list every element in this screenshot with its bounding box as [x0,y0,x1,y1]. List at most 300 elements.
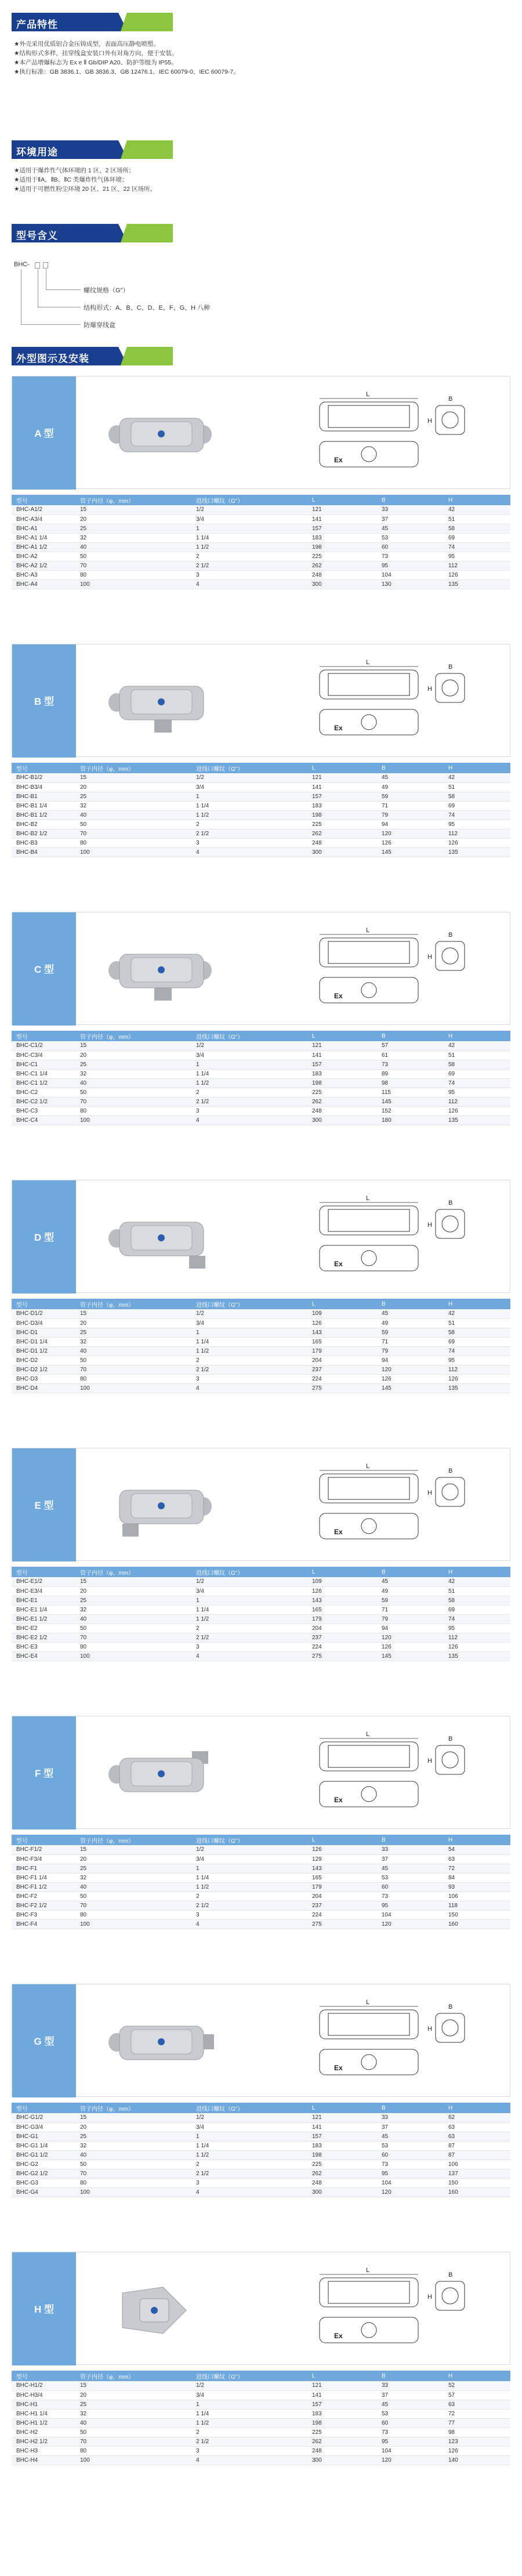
table-row [12,515,510,524]
table-cell: 15 [75,773,191,782]
table-cell: BHC-G1 1/4 [12,2141,75,2150]
table-cell: BHC-D4 [12,1383,75,1393]
table-cell: 45 [377,2132,444,2141]
table-cell: 25 [75,1596,191,1605]
table-header-cell: L [307,1567,377,1577]
table-cell: BHC-D2 1/2 [12,1365,75,1374]
table-cell: 95 [377,2169,444,2178]
table-cell: 198 [307,542,377,552]
table-cell: 95 [377,2437,444,2446]
table-row [12,1910,510,1919]
table-cell: 63 [444,2400,510,2409]
table-row [12,1642,510,1651]
table-cell: 59 [377,792,444,801]
table-row [12,1106,510,1115]
table-cell: 1 1/2 [191,1614,307,1624]
table-row [12,2418,510,2428]
type-label: E 型 [34,1500,54,1511]
table-cell: BHC-C1/2 [12,1041,75,1050]
table-header-cell: 型号 [12,495,75,505]
table-cell: 40 [75,1346,191,1356]
dimension-b-label: B [448,2271,453,2278]
table-cell: 204 [307,1356,377,1365]
table-cell: 42 [444,1041,510,1050]
table-cell: 300 [307,1115,377,1125]
product-pane [12,1716,510,1829]
table-header-cell: B [377,763,444,773]
table-cell: BHC-C4 [12,1115,75,1125]
table-cell: 73 [377,1060,444,1069]
table-cell: 58 [444,792,510,801]
table-cell: 104 [377,2178,444,2187]
table-cell: 98 [444,2428,510,2437]
table-cell: 126 [444,838,510,847]
table-cell: 60 [377,2418,444,2428]
table-cell: 1 1/2 [191,1078,307,1088]
section-header-usage [12,140,174,159]
table-cell: 224 [307,1374,377,1383]
table-cell: BHC-G2 [12,2160,75,2169]
dimension-h-label: H [427,2026,432,2032]
table-cell: 79 [377,1614,444,1624]
table-cell: 53 [377,2141,444,2150]
table-row [12,2178,510,2187]
table-cell: 25 [75,2132,191,2141]
table-cell: BHC-D1 1/2 [12,1346,75,1356]
table-cell: 1 [191,2132,307,2141]
type-side-panel [12,376,76,490]
ex-mark-label: Ex [334,724,343,732]
table-cell: 1 [191,792,307,801]
table-row [12,542,510,552]
table-cell: 275 [307,1651,377,1661]
type-label: A 型 [34,428,54,439]
dimension-b-label: B [448,932,453,939]
table-cell: 33 [377,2381,444,2390]
table-cell: 72 [444,2409,510,2418]
table-header-cell: H [444,495,510,505]
product-pane [12,644,510,757]
product-pane [12,1180,510,1293]
table-cell: 225 [307,2160,377,2169]
table-cell: BHC-B4 [12,847,75,857]
table-cell: 300 [307,579,377,589]
table-cell: BHC-C2 [12,1088,75,1097]
section-header-features [12,13,174,31]
dimension-l-label: L [366,2267,370,2274]
table-cell: 100 [75,2187,191,2197]
table-cell: BHC-B1 1/4 [12,801,75,810]
table-row [12,2428,510,2437]
table-row [12,847,510,857]
dimension-h-label: H [427,1490,432,1497]
table-cell: 150 [444,1910,510,1919]
table-row [12,2169,510,2178]
table-cell: 120 [377,1365,444,1374]
dimension-h-label: H [427,1758,432,1765]
table-cell: 63 [444,2132,510,2141]
table-cell: 25 [75,1864,191,1873]
table-row [12,2132,510,2141]
table-cell: 37 [377,2390,444,2400]
table-row [12,1060,510,1069]
ex-mark-label: Ex [334,1528,343,1536]
table-cell: 225 [307,552,377,561]
table-header-cell: 管子内径（φ，mm） [75,1835,191,1845]
table-cell: 1 [191,1060,307,1069]
table-cell: 1 1/2 [191,2418,307,2428]
table-cell: 80 [75,1106,191,1115]
table-cell: 69 [444,533,510,542]
table-cell: 2 [191,1624,307,1633]
table-cell: 80 [75,570,191,579]
table-cell: 95 [444,820,510,829]
table-row [12,1088,510,1097]
table-cell: 20 [75,2122,191,2132]
table-cell: 58 [444,1060,510,1069]
table-cell: 2 [191,552,307,561]
table-cell: 51 [444,515,510,524]
table-cell: 1/2 [191,773,307,782]
table-cell: BHC-B2 [12,820,75,829]
ex-mark-label: Ex [334,1796,343,1804]
table-cell: 2 1/2 [191,1097,307,1106]
table-cell: 126 [444,1106,510,1115]
table-cell: 32 [75,1337,191,1346]
ex-mark-label: Ex [334,1260,343,1268]
table-header-cell: B [377,2103,444,2113]
table-cell: BHC-H3/4 [12,2390,75,2400]
product-photo [99,1466,221,1541]
table-cell: 112 [444,1365,510,1374]
dimension-l-label: L [366,1731,370,1738]
table-cell: BHC-D1 1/4 [12,1337,75,1346]
table-cell: 141 [307,2390,377,2400]
table-header-row [12,1835,510,1845]
table-cell: 51 [444,1050,510,1060]
table-cell: 4 [191,2455,307,2465]
section-header-model [12,224,174,242]
table-cell: 98 [377,1078,444,1088]
table-cell: 118 [444,1901,510,1910]
table-cell: 198 [307,1078,377,1088]
table-header-cell: L [307,2103,377,2113]
table-cell: 1 1/4 [191,2141,307,2150]
list-item: ★适用于爆炸性气体环境的 1 区、2 区场所； [14,167,135,174]
table-cell: 45 [377,773,444,782]
table-cell: 2 [191,1892,307,1901]
table-cell: BHC-C3/4 [12,1050,75,1060]
table-cell: 1 [191,1864,307,1873]
table-cell: BHC-G1 [12,2132,75,2141]
table-cell: 2 [191,1088,307,1097]
table-cell: 3/4 [191,782,307,792]
table-cell: BHC-C1 1/4 [12,1069,75,1078]
table-header-cell: H [444,1031,510,1041]
table-header-cell: B [377,2371,444,2381]
table-header-cell: 进线口螺纹（G"） [191,1567,307,1577]
table-cell: BHC-C2 1/2 [12,1097,75,1106]
table-row [12,2455,510,2465]
table-cell: BHC-A4 [12,579,75,589]
table-cell: 51 [444,1586,510,1596]
table-cell: 300 [307,2187,377,2197]
table-cell: 126 [307,1586,377,1596]
table-cell: 1 1/2 [191,542,307,552]
table-header-cell: B [377,1031,444,1041]
table-row [12,1633,510,1642]
table-cell: 25 [75,1060,191,1069]
table-cell: 50 [75,1088,191,1097]
table-cell: BHC-G3 [12,2178,75,2187]
table-cell: BHC-H1/2 [12,2381,75,2390]
table-cell: 2 1/2 [191,1365,307,1374]
table-cell: BHC-E1 1/2 [12,1614,75,1624]
table-row [12,1605,510,1614]
table-cell: 45 [377,1309,444,1318]
spec-table [12,1835,510,1929]
table-cell: 1 1/4 [191,2409,307,2418]
table-cell: BHC-B1/2 [12,773,75,782]
table-cell: 1/2 [191,2113,307,2122]
table-cell: 45 [377,524,444,533]
table-cell: 15 [75,505,191,515]
table-cell: 275 [307,1919,377,1929]
table-cell: 130 [377,579,444,589]
table-cell: 1/2 [191,1577,307,1586]
table-row [12,1882,510,1892]
dimension-h-label: H [427,686,432,693]
table-cell: BHC-F1 1/2 [12,1882,75,1892]
table-header-cell: 型号 [12,1835,75,1845]
table-cell: 49 [377,1586,444,1596]
table-header-cell: 型号 [12,1031,75,1041]
table-cell: 141 [307,1050,377,1060]
table-header-cell: B [377,1835,444,1845]
table-cell: BHC-D3 [12,1374,75,1383]
section-title: 产品特性 [16,19,58,30]
table-cell: 58 [444,1328,510,1337]
table-cell: 145 [377,1651,444,1661]
section-header-install [12,347,174,365]
table-cell: 89 [377,1069,444,1078]
list-item: ★结构形式多样，挂穿线盒安装口外有对角方向，便于安装。 [14,50,178,57]
table-cell: 79 [377,1346,444,1356]
type-side-panel [12,912,76,1026]
table-cell: 15 [75,1577,191,1586]
table-cell: 145 [377,1383,444,1393]
table-cell: 3/4 [191,1318,307,1328]
ex-mark-label: Ex [334,456,343,464]
table-row [12,1651,510,1661]
table-cell: 94 [377,1356,444,1365]
table-row [12,561,510,570]
model-code: BHC- [14,261,30,268]
table-cell: BHC-B1 1/2 [12,810,75,820]
table-cell: 33 [377,505,444,515]
table-cell: 106 [444,2160,510,2169]
table-cell: 50 [75,1356,191,1365]
table-cell: BHC-A1 [12,524,75,533]
table-cell: BHC-F4 [12,1919,75,1929]
table-cell: 1 [191,524,307,533]
table-header-cell: 进线口螺纹（G"） [191,2103,307,2113]
table-cell: BHC-H2 1/2 [12,2437,75,2446]
table-cell: 115 [377,1088,444,1097]
table-cell: 73 [377,2160,444,2169]
table-cell: 143 [307,1864,377,1873]
table-cell: 72 [444,1864,510,1873]
table-cell: 112 [444,1097,510,1106]
table-cell: 3 [191,2178,307,2187]
table-cell: 225 [307,820,377,829]
table-header-cell: 管子内径（φ，mm） [75,1031,191,1041]
table-cell: 2 1/2 [191,561,307,570]
table-cell: 84 [444,1873,510,1882]
table-cell: 3/4 [191,1586,307,1596]
spec-table [12,2371,510,2465]
table-cell: 145 [377,1097,444,1106]
table-cell: 126 [444,1642,510,1651]
table-cell: 157 [307,792,377,801]
table-cell: 79 [377,810,444,820]
table-header-cell: H [444,2371,510,2381]
features-list [14,39,240,77]
table-cell: 143 [307,1596,377,1605]
table-cell: 40 [75,810,191,820]
table-cell: 62 [444,2113,510,2122]
table-cell: 37 [377,515,444,524]
list-item: ★本产品增爆标志为 Ex e Ⅱ Gb/DIP A20、防护等级为 IP55。 [14,59,177,66]
table-cell: 262 [307,2169,377,2178]
table-cell: 237 [307,1633,377,1642]
table-row [12,1069,510,1078]
product-photo [99,1734,221,1809]
type-label: H 型 [34,2304,54,2315]
table-cell: 58 [444,524,510,533]
table-cell: 93 [444,1882,510,1892]
table-cell: 15 [75,1845,191,1854]
table-cell: 20 [75,1586,191,1596]
table-cell: 2 1/2 [191,1633,307,1642]
table-cell: 87 [444,2141,510,2150]
table-cell: 69 [444,1069,510,1078]
table-cell: BHC-A1 1/2 [12,542,75,552]
table-cell: 120 [377,2455,444,2465]
table-cell: 126 [444,1374,510,1383]
table-row [12,552,510,561]
table-header-cell: 管子内径（φ，mm） [75,763,191,773]
ex-mark-label: Ex [334,2064,343,2072]
table-cell: 42 [444,1577,510,1586]
table-cell: 100 [75,2455,191,2465]
model-designation-diagram [14,255,292,331]
table-cell: 4 [191,579,307,589]
table-cell: BHC-A3 [12,570,75,579]
table-header-cell: H [444,2103,510,2113]
usage-list [14,166,156,194]
table-row [12,2187,510,2197]
table-cell: 1 [191,1596,307,1605]
table-cell: 71 [377,801,444,810]
table-cell: 40 [75,1614,191,1624]
table-cell: BHC-A2 1/2 [12,561,75,570]
table-cell: 121 [307,773,377,782]
table-cell: BHC-H2 [12,2428,75,2437]
table-cell: 77 [444,2418,510,2428]
type-label: D 型 [34,1232,54,1243]
table-cell: 120 [377,1919,444,1929]
table-cell: 73 [377,2428,444,2437]
table-cell: 50 [75,2428,191,2437]
table-cell: BHC-E4 [12,1651,75,1661]
table-header-cell: 管子内径（φ，mm） [75,1567,191,1577]
table-cell: 104 [377,570,444,579]
table-cell: 73 [377,1892,444,1901]
table-cell: 4 [191,1383,307,1393]
section-title: 环境用途 [16,147,58,158]
dimension-h-label: H [427,2294,432,2300]
table-header-cell: 型号 [12,2103,75,2113]
table-row [12,2141,510,2150]
table-cell: BHC-G1/2 [12,2113,75,2122]
table-cell: 1 1/2 [191,810,307,820]
dimension-drawing [302,1460,476,1553]
table-cell: 95 [444,1356,510,1365]
table-cell: 104 [377,1910,444,1919]
table-cell: 80 [75,1910,191,1919]
table-cell: BHC-G3/4 [12,2122,75,2132]
table-row [12,1624,510,1633]
type-side-panel [12,1716,76,1829]
type-side-panel [12,2252,76,2365]
table-cell: 157 [307,2132,377,2141]
table-cell: 100 [75,1919,191,1929]
table-cell: 25 [75,1328,191,1337]
table-cell: 20 [75,1318,191,1328]
table-cell: 4 [191,847,307,857]
table-cell: BHC-G4 [12,2187,75,2197]
table-row [12,2390,510,2400]
table-cell: 180 [377,1115,444,1125]
table-cell: 100 [75,847,191,857]
spec-table [12,763,510,857]
table-cell: 248 [307,570,377,579]
table-cell: 74 [444,810,510,820]
table-header-cell: 管子内径（φ，mm） [75,2371,191,2381]
table-cell: BHC-E3/4 [12,1586,75,1596]
table-header-cell: 进线口螺纹（G"） [191,1299,307,1309]
table-row [12,1873,510,1882]
table-row [12,2446,510,2455]
table-cell: 135 [444,579,510,589]
table-row [12,1097,510,1106]
table-header-cell: 进线口螺纹（G"） [191,2371,307,2381]
table-row [12,792,510,801]
table-cell: 71 [377,1337,444,1346]
table-cell: 262 [307,829,377,838]
table-header-cell: 管子内径（φ，mm） [75,495,191,505]
table-cell: 20 [75,2390,191,2400]
table-cell: 42 [444,1309,510,1318]
table-cell: 70 [75,2437,191,2446]
table-cell: 57 [377,1041,444,1050]
table-cell: BHC-E2 [12,1624,75,1633]
table-cell: 1 1/4 [191,1873,307,1882]
table-cell: 3 [191,570,307,579]
table-cell: 225 [307,1088,377,1097]
table-cell: 61 [377,1050,444,1060]
